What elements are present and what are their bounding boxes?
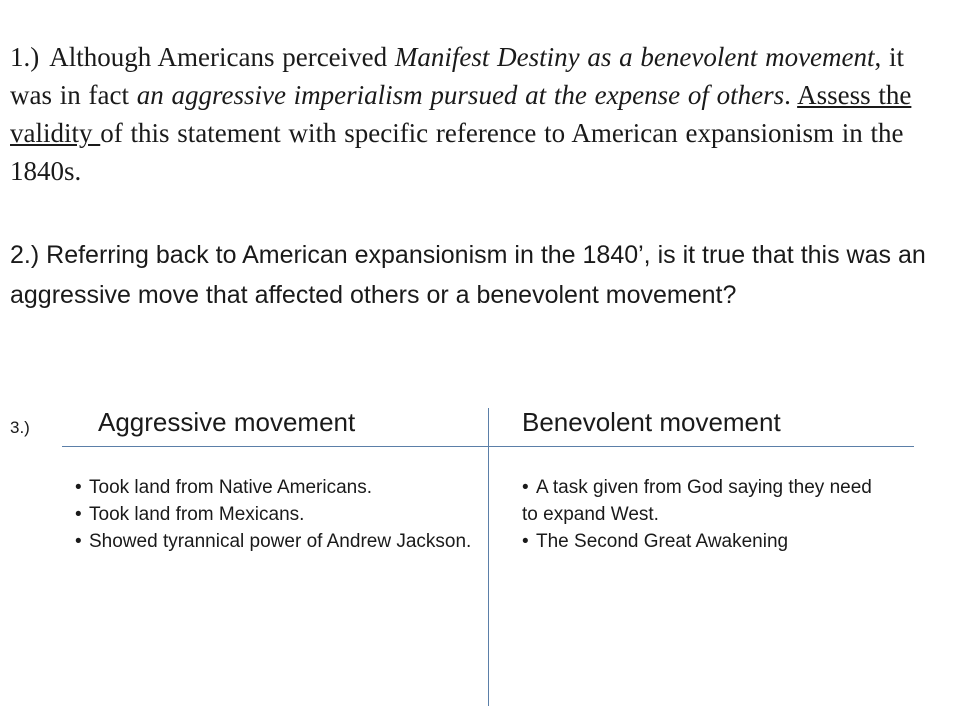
bullet-icon: • (75, 477, 82, 498)
question-1-text-d: of this statement with specific reference to American expansionism in the 1840s. (10, 118, 904, 186)
question-1-text-c: . (784, 80, 798, 110)
question-2-number: 2.) (10, 241, 40, 269)
bullet-icon: • (522, 531, 529, 552)
question-1-text-a: Although Americans perceived (49, 42, 395, 72)
benevolent-item-text: The Second Great Awakening (536, 531, 789, 552)
aggressive-item-text: Showed tyrannical power of Andrew Jackson. (89, 531, 472, 552)
question-2-text: Referring back to American expansionism in the 1840’, is it true that this was an aggressive move that affected others or a benevolent movement? (10, 241, 926, 309)
list-item (75, 528, 475, 555)
benevolent-list (522, 474, 892, 555)
aggressive-list (75, 474, 475, 555)
aggressive-item-text: Took land from Native Americans. (89, 477, 373, 498)
aggressive-heading: Aggressive movement (98, 407, 356, 437)
question-1-underlined-phrase: Assess the validity (10, 80, 912, 148)
question-1-number: 1.) (10, 42, 40, 72)
question-1-italic-b: an aggressive imperialism pursued at the expense of others (136, 80, 785, 110)
question-1-text-b: , it was in fact (10, 42, 905, 110)
list-item (75, 501, 475, 528)
bullet-icon: • (522, 477, 529, 498)
question-1 (10, 38, 940, 190)
bullet-icon: • (75, 504, 82, 525)
bullet-icon: • (75, 531, 82, 552)
list-item (522, 474, 892, 528)
benevolent-item-text: A task given from God saying they need to expand West. (522, 477, 872, 525)
table-vertical-divider (488, 408, 489, 706)
question-3-number: 3.) (10, 418, 30, 437)
benevolent-heading: Benevolent movement (522, 407, 781, 437)
list-item (522, 528, 892, 555)
list-item (75, 474, 475, 501)
question-1-italic-a: Manifest Destiny as a benevolent movement (394, 42, 875, 72)
aggressive-item-text: Took land from Mexicans. (89, 504, 305, 525)
question-2 (10, 235, 940, 315)
